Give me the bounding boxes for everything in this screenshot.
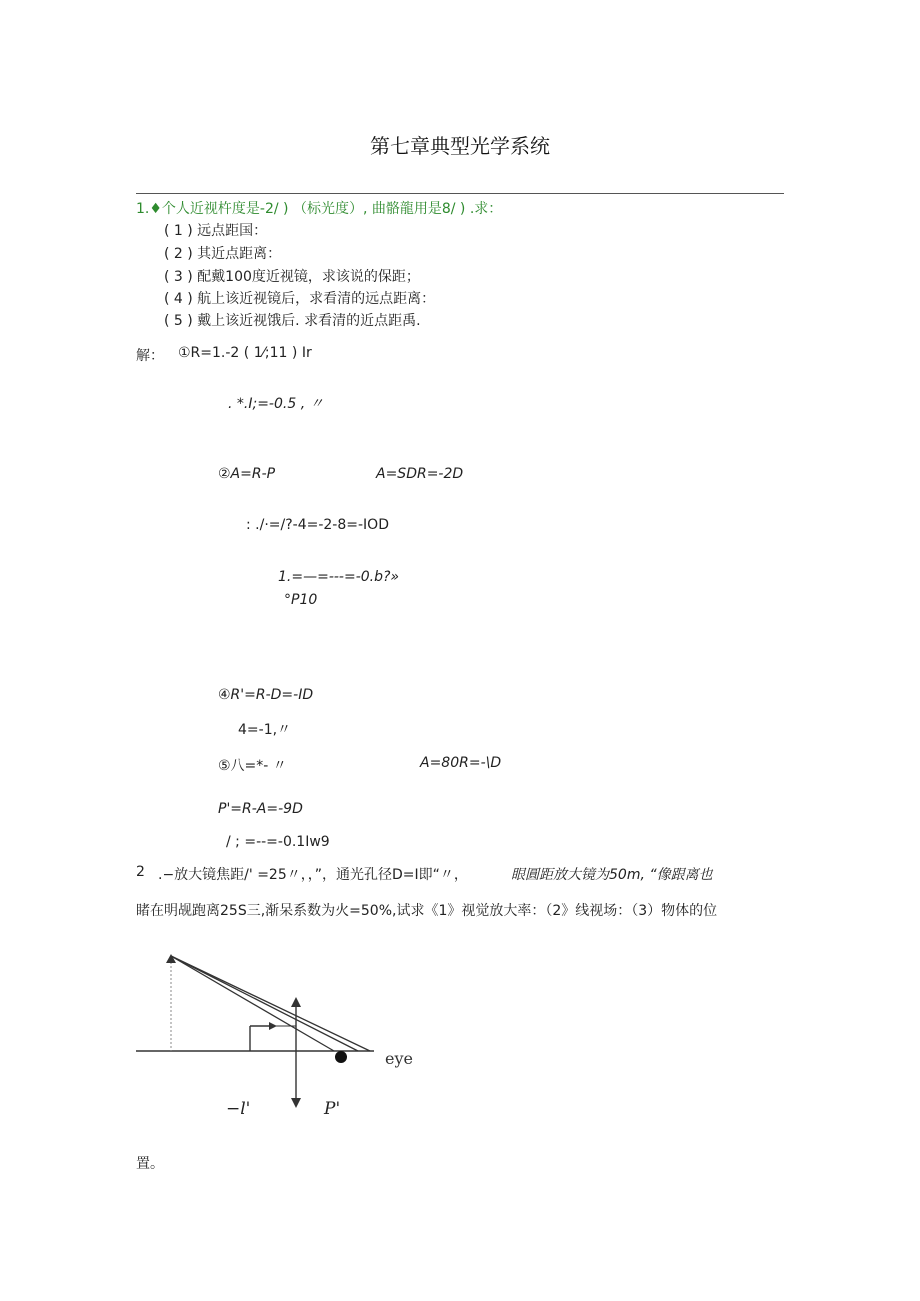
problem2-number: 2 <box>136 864 145 880</box>
solution-eq-3a: ②A=R-P <box>218 466 276 482</box>
solution-eq-7: 4=-1,〃 <box>238 722 292 738</box>
problem1-item-3: ( 3 ) 配戴100度近视镜，求该说的保距； <box>164 269 420 285</box>
problem2-line1b: 眼圓距放大镜为50m, “像跟离也 <box>511 867 713 883</box>
lens-bottom-arrow <box>291 1098 301 1108</box>
chapter-title: 第七章典型光学系统 <box>370 134 550 158</box>
problem1-stem: 1.♦个人近视杵度是-2/ ) （标光度）, 曲骼龍用是8/ ) .求： <box>136 201 503 217</box>
problem1-item-5: ( 5 ) 戴上该近视饿后. 求看清的近点距禹. <box>164 313 421 329</box>
solution-eq-6: ④R'=R-D=-ID <box>218 687 314 703</box>
problem1-item-1: ( 1 ) 远点距国： <box>164 223 268 239</box>
solution-eq-5a: 1.=—=---=-0.b?» <box>278 569 400 585</box>
solution-eq-4: : ./·=/?-4=-2-8=-IOD <box>246 517 389 533</box>
solution-label: 解： <box>136 348 164 364</box>
solution-eq-8b: A=80R=-\D <box>420 755 502 771</box>
pupil-dot <box>335 1051 347 1063</box>
ray-2 <box>171 956 358 1051</box>
image-distance-label: −l' <box>226 1099 251 1119</box>
lens-top-arrow <box>291 997 301 1007</box>
solution-eq-3b: A=SDR=-2D <box>376 466 464 482</box>
pupil-distance-label: P' <box>324 1099 341 1119</box>
problem2-line1a: .−放大镜焦距/' =25〃，，”，通光孔径D=I即“〃， <box>158 867 468 883</box>
problem1-item-4: ( 4 ) 航上该近视镜后，求看清的远点距离： <box>164 291 436 307</box>
title-rule <box>136 193 784 194</box>
solution-eq-5b: °P10 <box>284 592 318 608</box>
problem2-line2: 睹在明觇跑离25S三,渐呆系数为火=50%,试求《1》视觉放大率：（2》线视场：（3）物体的位 <box>136 903 718 919</box>
solution-eq-1: ①R=1.-2 ( 1⁄;11 ) Ir <box>178 345 312 361</box>
eye-label: eye <box>385 1049 413 1068</box>
ray-3 <box>171 956 370 1051</box>
problem2-ending: 置。 <box>136 1156 164 1172</box>
magnifier-diagram <box>130 940 420 1120</box>
solution-eq-2: . *.I;=-0.5 , 〃 <box>228 396 324 412</box>
problem1-item-2: ( 2 ) 其近点距离： <box>164 246 282 262</box>
ray-1 <box>171 956 334 1051</box>
solution-eq-10: / ; =--=-0.1Iw9 <box>226 834 330 850</box>
solution-eq-8a: ⑤八=*- 〃 <box>218 758 287 774</box>
solution-eq-9: P'=R-A=-9D <box>218 801 303 817</box>
